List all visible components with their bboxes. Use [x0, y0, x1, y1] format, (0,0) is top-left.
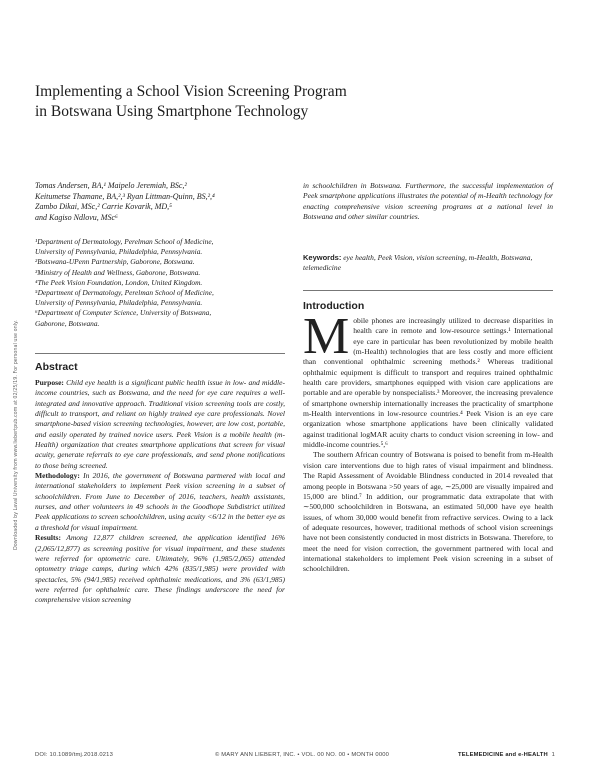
- author-list: [35, 181, 280, 223]
- affiliation-line: ⁶Department of Computer Science, University of Botswana,: [35, 308, 212, 318]
- journal-name: TELEMEDICINE and e-HEALTH: [458, 752, 548, 758]
- page-number: 1: [551, 752, 555, 758]
- affiliations: [35, 237, 280, 329]
- abstract-divider: [35, 353, 285, 354]
- keywords-label: Keywords:: [303, 253, 342, 262]
- download-watermark: Downloaded by Laval University from www.liebertpub.com at 02/25/19. For personal use only.: [13, 320, 19, 550]
- author-line: Tomas Andersen, BA,¹ Maipelo Jeremiah, BSc,²: [35, 181, 187, 190]
- title-line-2: in Botswana Using Smartphone Technology: [35, 103, 309, 120]
- abstract-purpose: Purpose: Child eye health is a significant public health issue in low- and middle-income countries, such as Botswana, and the need for eye care requires a well-integrated and innovative approach. Traditional vision screening tools are costly, difficult to transport, and reliant on highly trained eye care professionals. Novel smartphone-based vision screening technologies, however, are low cost, portable, and easily operated by trained novice users. Peek Vision is a mobile health (m-Health) organization that creates smartphone applications that screen for visual acuity, generate referrals to eye care professionals, and send phone notifications to those being screened.: [35, 378, 285, 470]
- page-footer: [35, 752, 555, 758]
- doi-link[interactable]: DOI: 10.1089/tmj.2018.0213: [35, 752, 114, 758]
- affiliation-line: ²Botswana-UPenn Partnership, Gaborone, Botswana.: [35, 257, 195, 267]
- abstract-body: [35, 378, 285, 606]
- results-label: Results:: [35, 533, 61, 543]
- title-line-1: Implementing a School Vision Screening Program: [35, 83, 347, 100]
- keywords: Keywords: eye health, Peek Vision, vision screening, m-Health, Botswana, telemedicine: [303, 253, 533, 273]
- intro-paragraph-1: Mobile phones are increasingly utilized to decrease disparities in health care in remote and low-resource settings.¹ International eye care in particular has been revolutionized by mobile health (m-Health) technologies that are less costly and more efficient than conventional ophthalmic screening methods.² Whereas traditional ophthalmic equipment is difficult to transport and requires trained ophthalmic health care providers, smartphones equipped with vision care applications are portable and are operable by nonspecialists.³ Moreover, the increasing prevalence of smartphone ownership internationally increases the practicality of smartphone m-Health interventions in low-resource countries.⁴ Peek Vision is an eye care organization whose smartphone applications have been clinically validated against traditional logMAR acuity charts to conduct vision screening in low- and middle-income countries.⁵,⁶: [303, 308, 553, 450]
- affiliation-line: ³Ministry of Health and Wellness, Gaborone, Botswana.: [35, 267, 201, 277]
- affiliation-line: University of Pennsylvania, Philadelphia, Pennsylvania.: [35, 247, 203, 257]
- affiliation-line: ⁵Department of Dermatology, Perelman School of Medicine,: [35, 288, 214, 298]
- affiliation-line: ⁴The Peek Vision Foundation, London, United Kingdom.: [35, 277, 203, 287]
- introduction-body: [303, 308, 553, 575]
- author-line: Keitumetse Thamane, BA,²,³ Ryan Littman-Quinn, BS,²,⁴: [35, 191, 215, 201]
- introduction-divider: [303, 290, 553, 291]
- abstract-methodology: Methodology: In 2016, the government of Botswana partnered with local and international stakeholders to implement Peek vision screening in a subset of schoolchildren. From June to December of 2016, teachers, health assistants, nurses, and other volunteers in 49 schools in the Goodhope Subdistrict utilized Peek applications to screen schoolchildren, using acuity <6/12 in the better eye as a threshold for visual impairment.: [35, 471, 285, 532]
- abstract-continuation: in schoolchildren in Botswana. Furthermore, the successful implementation of Peek smartphone applications illustrates the potential of m-Health technology for enacting comprehensive vision screening programs at a national level in Botswana and other similar countries.: [303, 181, 553, 222]
- purpose-label: Purpose:: [35, 378, 64, 387]
- journal-and-page: [458, 752, 555, 758]
- intro-paragraph-2: The southern African country of Botswana is poised to benefit from m-Health vision care interventions due to high rates of visual impairment and blindness. The Rapid Assessment of Avoidable Blindness conducted in 2014 revealed that among people in Botswana >50 years of age, ∼25,000 are visually impaired and 15,000 are blind.⁷ In addition, our programmatic data extrapolate that with ∼500,000 schoolchildren in Botswana, an estimated 50,000 have eye health issues, of whom 30,000 would benefit from refractive services. Owing to a lack of adequate resources, however, traditional methods of school vision screenings have not been consistently conducted in most districts in Botswana. Therefore, to meet the need for vision correction, the government partnered with local and international stakeholders to implement Peek vision screening in a subset of schoolchildren.: [303, 450, 553, 574]
- author-line: and Kagiso Ndlovu, MSc⁶: [35, 212, 118, 222]
- methodology-label: Methodology:: [35, 471, 80, 481]
- abstract-results: Results: Among 12,877 children screened, the application identified 16% (2,065/12,877) as screening positive for visual impairment, and these students were referred for optometric care. Ultimately, 96% (1,985/2,065) attended optometry triage camps, during which 42% (835/1,985) were provided with spectacles, 5% (94/1,985) received ophthalmic medications, and 3% (63/1,985) were referred for ophthalmic care. These findings underscore the need for comprehensive vision screening: [35, 533, 285, 605]
- introduction-heading: Introduction: [303, 300, 365, 312]
- abstract-heading: Abstract: [35, 361, 78, 373]
- article-title: [35, 82, 455, 122]
- author-line: Zambo Dikai, MSc,² Carrie Kovarik, MD,⁵: [35, 202, 172, 211]
- drop-cap: M: [303, 308, 350, 365]
- affiliation-line: Gaborone, Botswana.: [35, 318, 100, 328]
- affiliation-line: ¹Department of Dermatology, Perelman School of Medicine,: [35, 237, 214, 246]
- affiliation-line: University of Pennsylvania, Philadelphia, Pennsylvania.: [35, 298, 203, 308]
- publisher-info: © MARY ANN LIEBERT, INC. • VOL. 00 NO. 00 • MONTH 0000: [215, 752, 390, 758]
